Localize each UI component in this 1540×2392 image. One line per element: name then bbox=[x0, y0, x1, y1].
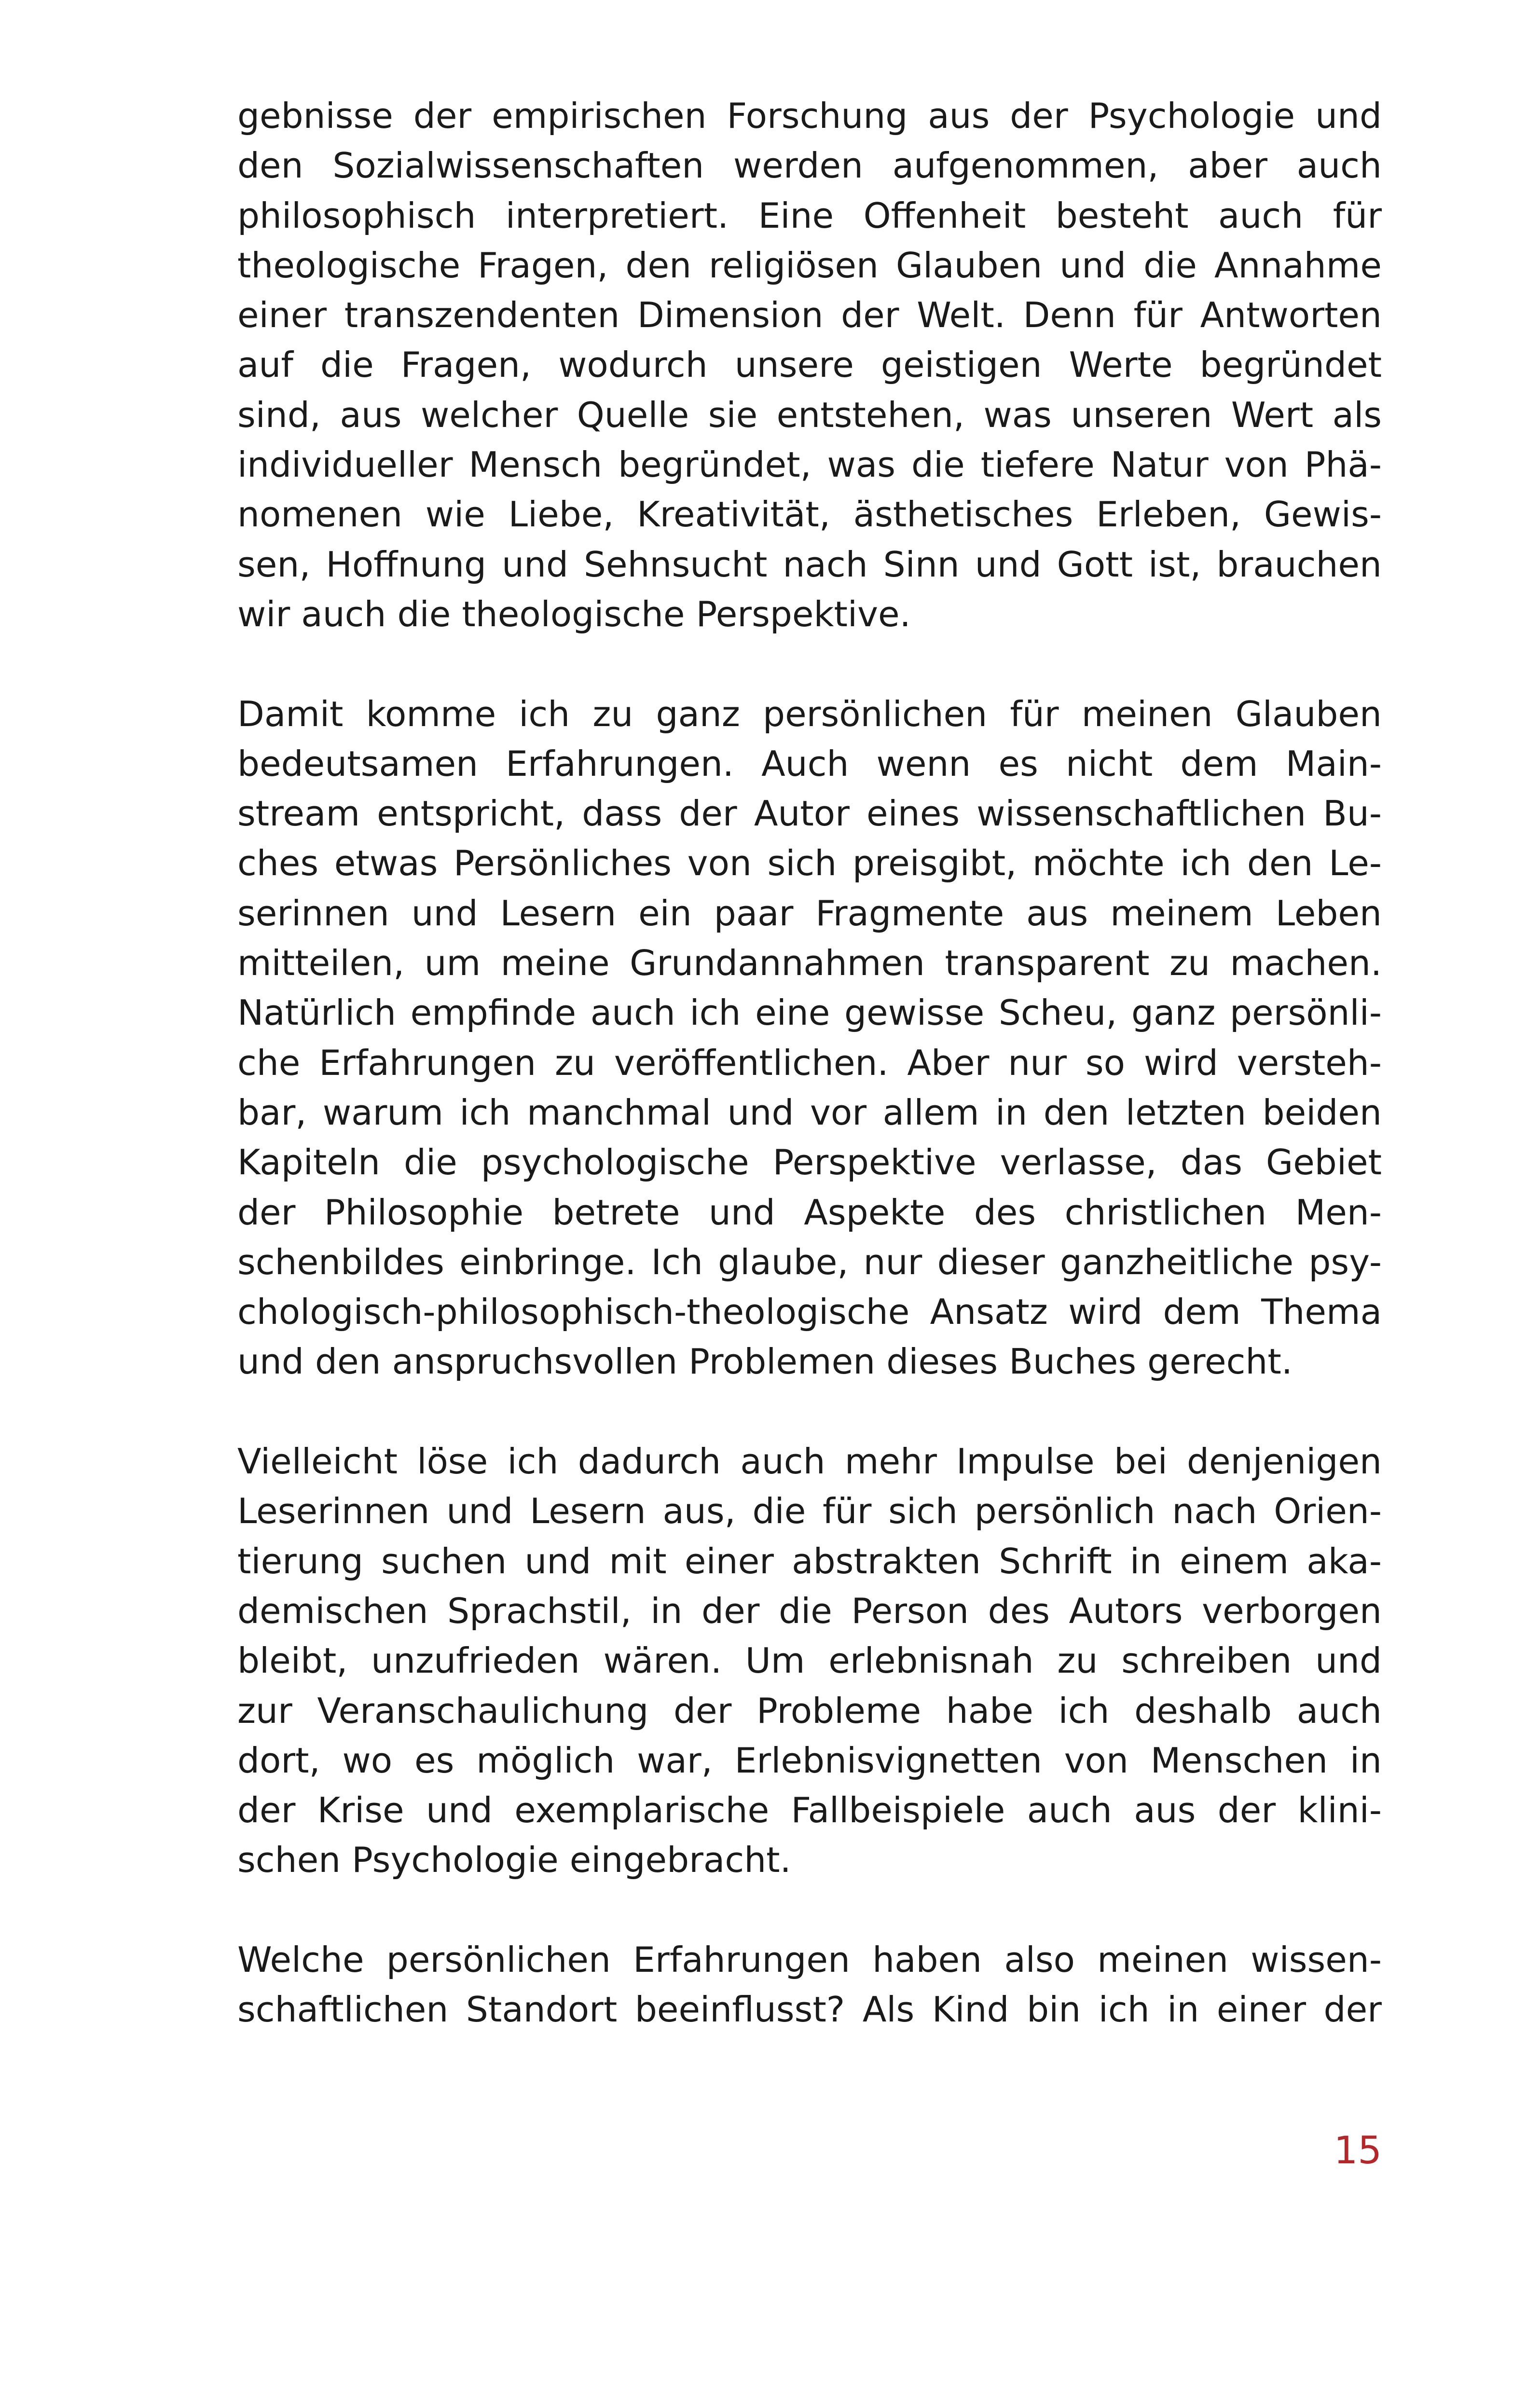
text-line: gebnisse der empirischen Forschung aus der Psychologie und bbox=[237, 96, 1382, 137]
text-line: dort, wo es möglich war, Erlebnisvignetten von Menschen in bbox=[237, 1740, 1382, 1781]
text-line: tierung suchen und mit einer abstrakten Schrift in einem aka- bbox=[237, 1541, 1382, 1582]
text-line: Vielleicht löse ich dadurch auch mehr Impulse bei denjenigen bbox=[237, 1442, 1382, 1483]
paragraph bbox=[237, 92, 1382, 640]
text-line: einer transzendenten Dimension der Welt. Denn für Antworten bbox=[237, 295, 1382, 336]
paragraph bbox=[237, 690, 1382, 1388]
text-line: mitteilen, um meine Grundannahmen transparent zu machen. bbox=[237, 943, 1382, 984]
text-line: Kapiteln die psychologische Perspektive verlasse, das Gebiet bbox=[237, 1142, 1382, 1183]
text-line: bleibt, unzufrieden wären. Um erlebnisnah zu schreiben und bbox=[237, 1641, 1382, 1682]
text-line: wir auch die theologische Perspektive. bbox=[237, 594, 911, 635]
paragraph-spacer bbox=[237, 1388, 1382, 1437]
text-line: Damit komme ich zu ganz persönlichen für meinen Glauben bbox=[237, 694, 1382, 735]
paragraph-spacer bbox=[237, 640, 1382, 689]
text-line: Leserinnen und Lesern aus, die für sich persönlich nach Orien- bbox=[237, 1491, 1382, 1532]
text-line: zur Veranschaulichung der Probleme habe ich deshalb auch bbox=[237, 1691, 1382, 1732]
text-line: che Erfahrungen zu veröffentlichen. Aber nur so wird versteh- bbox=[237, 1043, 1382, 1084]
text-line: chologisch-philosophisch-theologische Ansatz wird dem Thema bbox=[237, 1292, 1382, 1333]
text-line: bedeutsamen Erfahrungen. Auch wenn es nicht dem Main- bbox=[237, 743, 1382, 784]
text-line: schen Psychologie eingebracht. bbox=[237, 1840, 791, 1881]
text-line: auf die Fragen, wodurch unsere geistigen Werte begründet bbox=[237, 345, 1382, 386]
text-line: stream entspricht, dass der Autor eines wissenschaftlichen Bu- bbox=[237, 794, 1382, 835]
text-line: bar, warum ich manchmal und vor allem in den letzten beiden bbox=[237, 1092, 1382, 1133]
paragraph-spacer bbox=[237, 1886, 1382, 1936]
text-line: philosophisch interpretiert. Eine Offenheit besteht auch für bbox=[237, 195, 1382, 236]
text-line: den Sozialwissenschaften werden aufgenommen, aber auch bbox=[237, 146, 1382, 187]
paragraph bbox=[237, 1437, 1382, 1886]
text-line: individueller Mensch begründet, was die tiefere Natur von Phä- bbox=[237, 445, 1382, 486]
text-line: sind, aus welcher Quelle sie entstehen, was unseren Wert als bbox=[237, 395, 1382, 436]
text-line: der Philosophie betrete und Aspekte des christlichen Men- bbox=[237, 1192, 1382, 1233]
text-line: Natürlich empfinde auch ich eine gewisse Scheu, ganz persönli- bbox=[237, 993, 1382, 1034]
text-line: serinnen und Lesern ein paar Fragmente aus meinem Leben bbox=[237, 893, 1382, 934]
text-line: demischen Sprachstil, in der die Person des Autors verborgen bbox=[237, 1591, 1382, 1632]
text-line: theologische Fragen, den religiösen Glauben und die Annahme bbox=[237, 245, 1382, 286]
text-line: nomenen wie Liebe, Kreativität, ästhetisches Erleben, Gewis- bbox=[237, 495, 1382, 536]
text-line: Welche persönlichen Erfahrungen haben also meinen wissen- bbox=[237, 1939, 1382, 1980]
body-text bbox=[237, 92, 1382, 2035]
text-line: und den anspruchsvollen Problemen dieses Buches gerecht. bbox=[237, 1342, 1292, 1383]
text-line: sen, Hoffnung und Sehnsucht nach Sinn und Gott ist, brauchen bbox=[237, 544, 1382, 585]
text-line: ches etwas Persönliches von sich preisgibt, möchte ich den Le- bbox=[237, 843, 1382, 884]
text-line: schaftlichen Standort beeinflusst? Als Kind bin ich in einer der bbox=[237, 1990, 1382, 2031]
text-line: schenbildes einbringe. Ich glaube, nur dieser ganzheitliche psy- bbox=[237, 1242, 1382, 1283]
paragraph bbox=[237, 1936, 1382, 2035]
page-number: 15 bbox=[1334, 2129, 1382, 2172]
text-line: der Krise und exemplarische Fallbeispiele auch aus der klini- bbox=[237, 1790, 1382, 1831]
